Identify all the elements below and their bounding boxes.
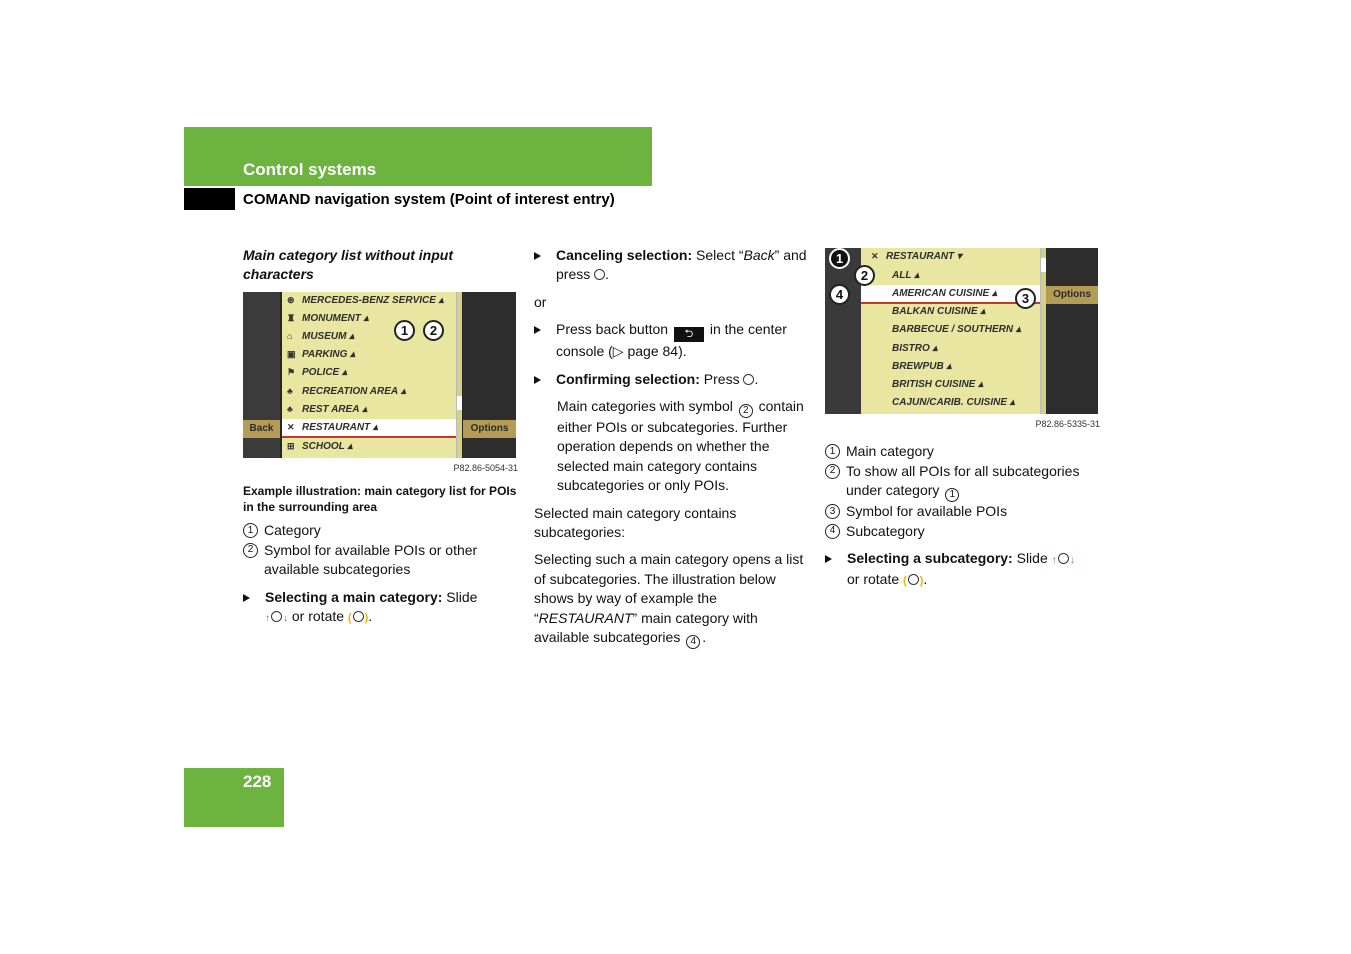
legend-item: 2 To show all POIs for all subcategories under category 1 [825,462,1100,502]
step-confirm-selection: Confirming selection: Press . [534,370,809,389]
tree-icon: ♣ [287,404,293,415]
or-text: or [534,293,547,310]
column-2 [534,246,809,649]
police-icon: ⚑ [287,367,296,378]
legend-item: 3 Symbol for available POIs [825,502,1100,521]
page-number: 228 [243,772,272,791]
list-item: ⊛ MERCEDES-BENZ SERVICE ▴ [287,292,444,310]
para-subcategory-list: Selecting such a main category opens a list of subcategories. The illustration below shows by way of example the “RESTAURANT” main category with available subcategories 4 . [534,551,804,648]
list-item: ⌂ MUSEUM ▴ [287,328,354,346]
list-item: BREWPUB ▴ [892,361,952,373]
figure-code: P82.86-5335-31 [1035,419,1100,429]
slide-control-icon: ↑ ↓ [1051,555,1075,567]
screen-scrollbar [456,292,462,458]
options-softkey: Options [463,420,516,438]
school-icon: ⊞ [287,441,295,452]
legend-list [825,442,1100,541]
list-item: ♣ RECREATION AREA ▴ [287,383,406,401]
museum-icon: ⌂ [287,331,293,342]
legend-item: 1 Category [243,521,518,540]
list-item: ALL ▴ [892,270,920,282]
rotate-control-icon: ( ) [903,575,924,588]
column-1 [243,246,518,628]
rotate-control-icon: ( ) [347,612,369,625]
figure-heading: Main category list without input characters [243,247,453,282]
figure-caption: Example illustration: main category list for POIs in the surrounding area [243,484,517,514]
list-item: ♜ MONUMENT ▴ [287,310,369,328]
restaurant-icon: ✕ [287,422,295,433]
column-3 [825,248,1100,592]
list-item: BRITISH CUISINE ▴ [892,379,984,391]
step-select-subcategory: Selecting a subcategory: Slide ↑ ↓ or rotate ( ). [825,549,1100,592]
screen-main-category-list [243,292,516,458]
screen-subcategory-list [825,248,1098,414]
press-control-icon [594,269,605,280]
header-marker [184,188,235,210]
list-item: ⚑ POLICE ▴ [287,364,347,382]
tree-icon: ♣ [287,386,293,397]
callout-1: 1 [394,320,415,341]
step-cancel-selection: Canceling selection: Select “Back” and press . [534,246,809,285]
back-button-icon: ⮌ [674,327,704,342]
list-item-selected: ✕ RESTAURANT ▴ [287,419,378,437]
legend-item: 1 Main category [825,442,1100,461]
subsection-title: COMAND navigation system (Point of interest entry) [243,191,615,208]
callout-1: 1 [829,248,850,269]
list-item: BISTRO ▴ [892,343,938,355]
para-main-categories: Main categories with symbol 2 contain either POIs or subcategories. Further operation depends on whether the selected main category contains subcategories or only POIs. [557,398,804,494]
list-item-selected: AMERICAN CUISINE ▴ [892,288,998,300]
restaurant-icon: ✕ [871,251,879,262]
step-press-back: Press back button ⮌ in the center console (▷ page 84). [534,320,809,361]
step-select-main-category: Selecting a main category: Slide ↑ ↓ or rotate ( ). [243,588,518,629]
press-control-icon [743,374,754,385]
parking-icon: ▣ [287,349,296,360]
legend-item: 4 Subcategory [825,522,1100,541]
legend-list [243,521,518,579]
monument-icon: ♜ [287,313,296,324]
callout-4: 4 [829,284,850,305]
list-item: ⊞ SCHOOL ▴ [287,438,353,456]
screen-right-panel [1046,248,1098,414]
para-selected-main: Selected main category contains subcategories: [534,504,737,541]
list-item: ▣ PARKING ▴ [287,346,355,364]
service-icon: ⊛ [287,295,295,306]
callout-3: 3 [1015,288,1036,309]
slide-control-icon: ↑ ↓ [265,613,288,625]
list-item: CAJUN/CARIB. CUISINE ▴ [892,397,1015,409]
back-softkey: Back [243,420,280,438]
options-softkey: Options [1046,286,1098,304]
figure-code: P82.86-5054-31 [453,463,518,473]
callout-2: 2 [423,320,444,341]
list-item: BALKAN CUISINE ▴ [892,306,986,318]
list-item: BARBECUE / SOUTHERN ▴ [892,324,1021,336]
section-title: Control systems [243,160,377,179]
callout-2: 2 [854,265,875,286]
list-item: ♣ REST AREA ▴ [287,401,367,419]
legend-item: 2 Symbol for available POIs or other available subcategories [243,541,518,580]
list-item-main-category: ✕ RESTAURANT ▾ [871,248,962,266]
